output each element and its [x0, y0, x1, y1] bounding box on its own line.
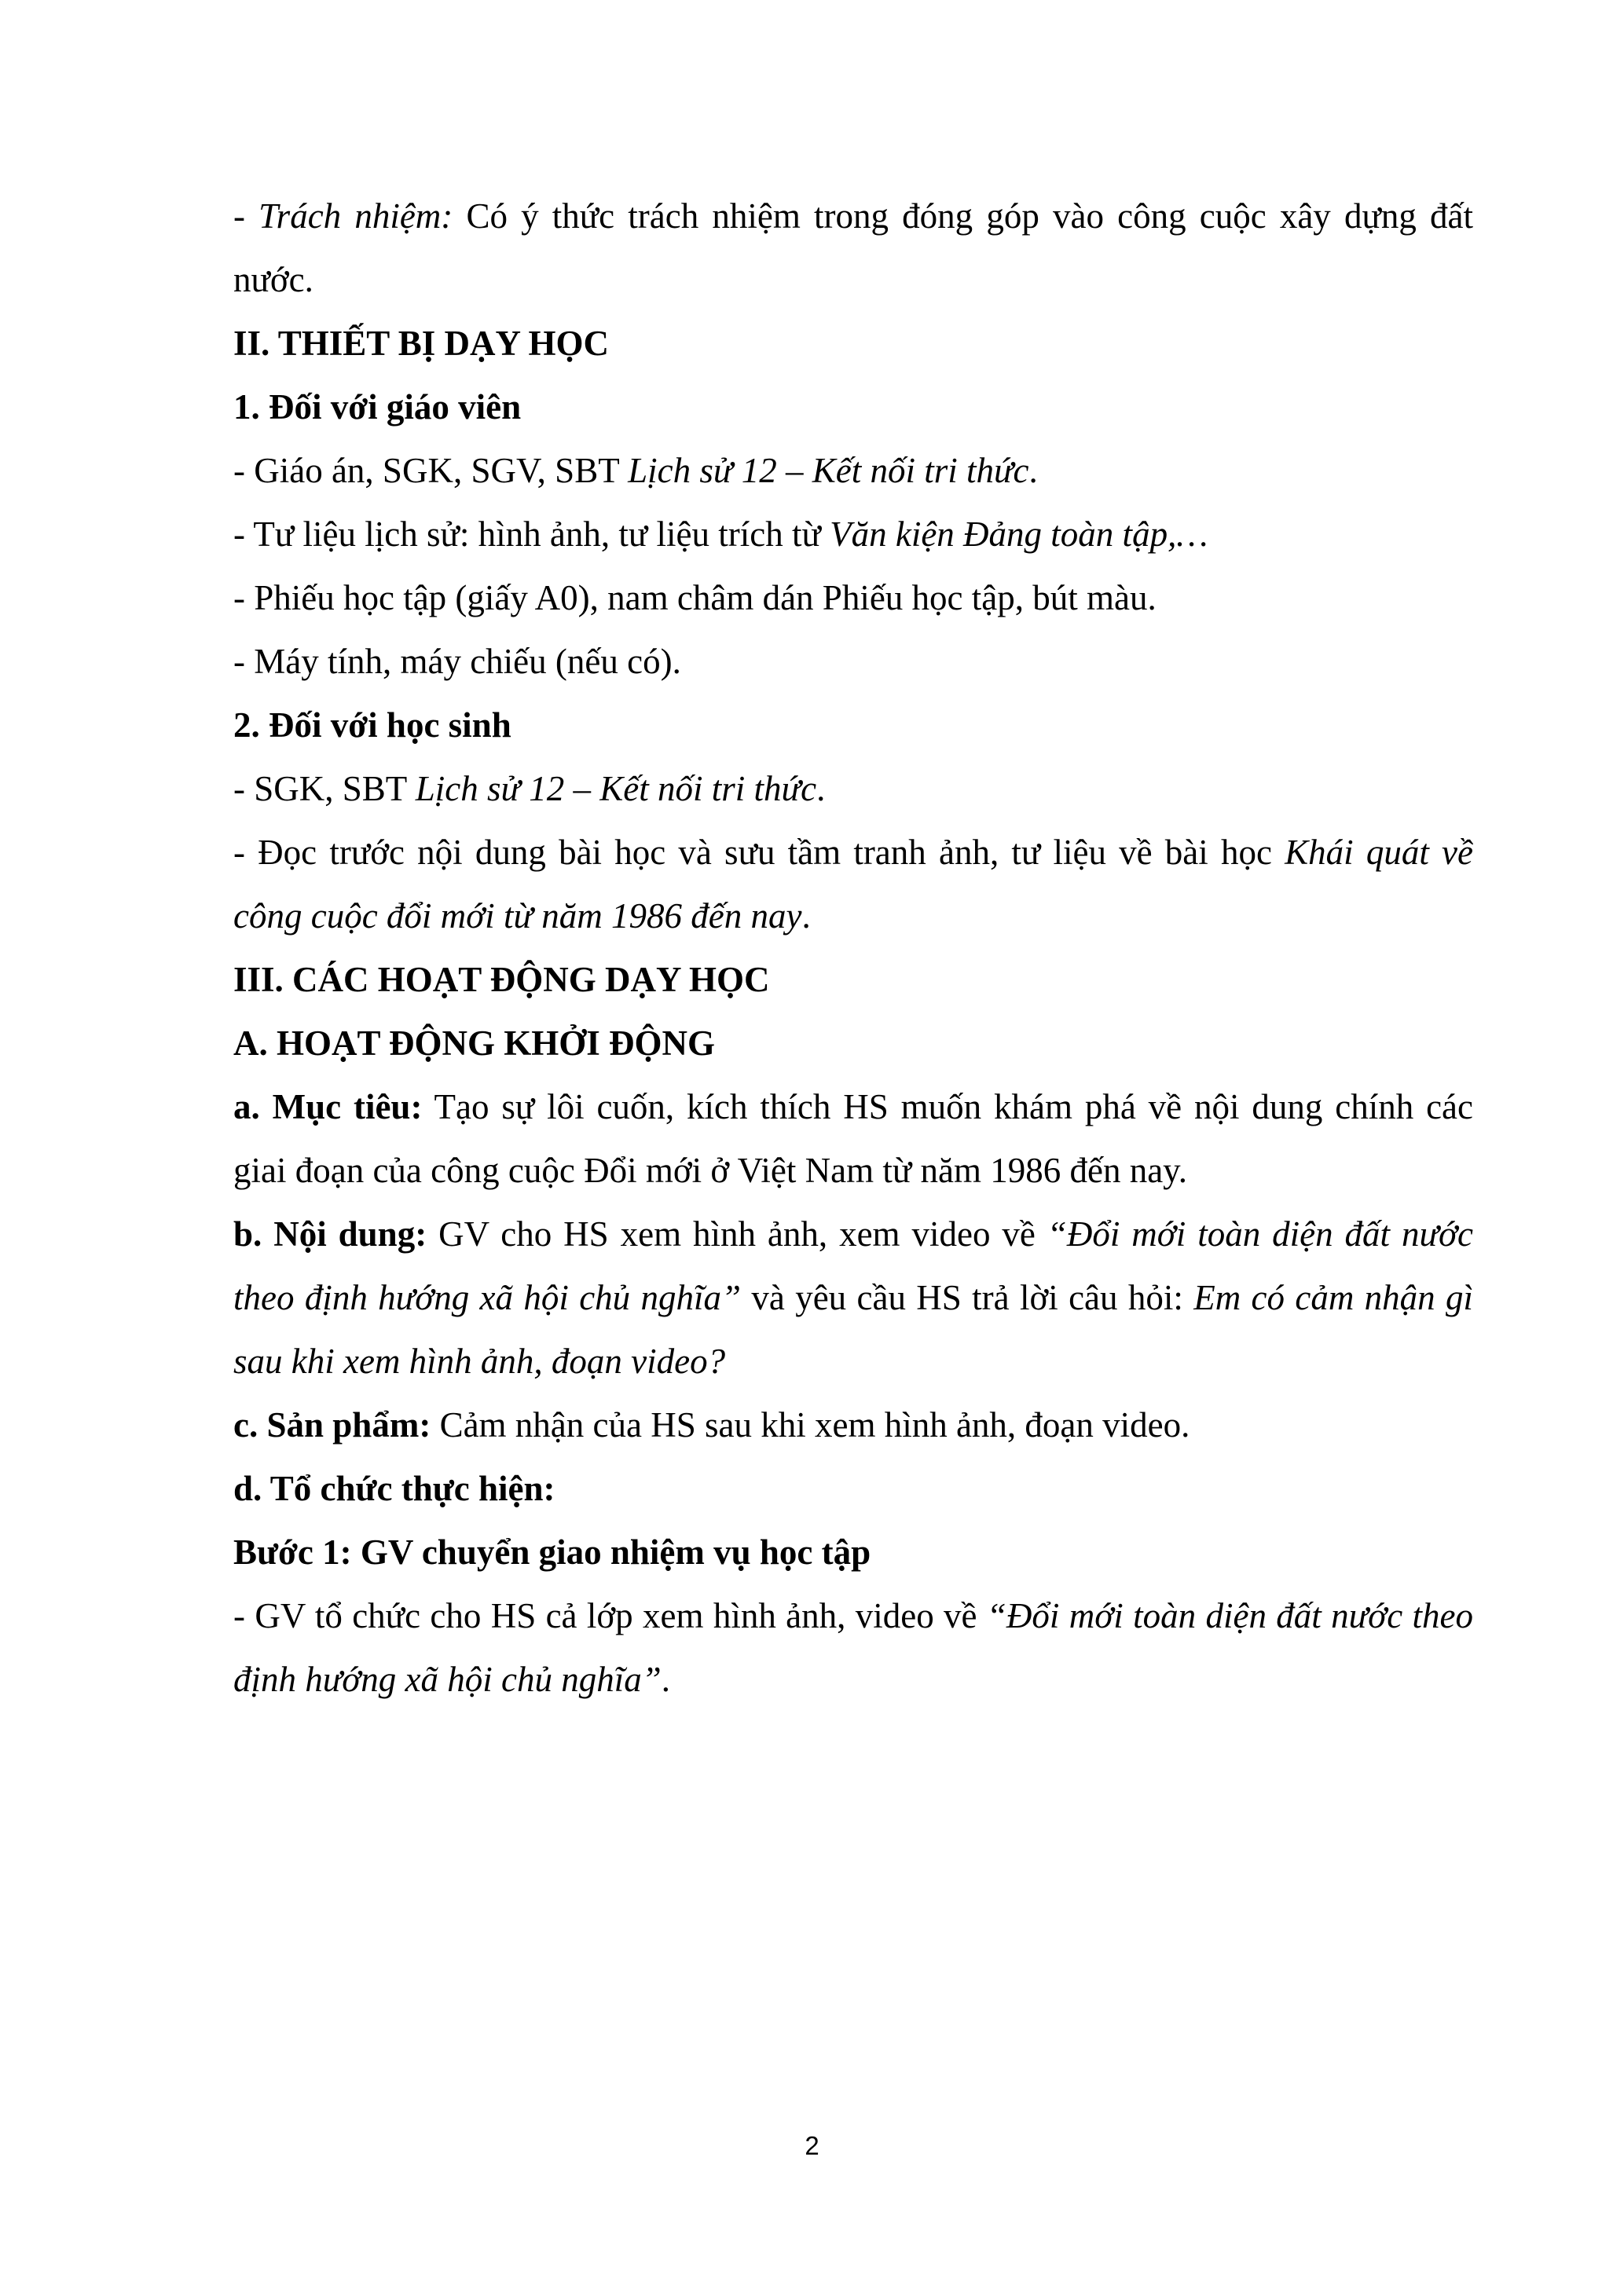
paragraph-product: c. Sản phẩm: Cảm nhận của HS sau khi xem hình ảnh, đoạn video. [233, 1405, 1190, 1445]
paragraph-content: b. Nội dung: GV cho HS xem hình ảnh, xem video về “Đổi mới toàn diện đất nước theo định hướng xã hội chủ nghĩa” và yêu cầu HS trả lời câu hỏi: Em có cảm nhận gì sau khi xem hình ảnh, đoạn video? [233, 1214, 1473, 1381]
heading-section-iii: III. CÁC HOẠT ĐỘNG DẠY HỌC [233, 960, 770, 999]
paragraph-responsibility: - Trách nhiệm: Có ý thức trách nhiệm trong đóng góp vào công cuộc xây dựng đất nước. [233, 196, 1473, 299]
heading-for-students: 2. Đối với học sinh [233, 705, 511, 745]
list-item-computer-projector: - Máy tính, máy chiếu (nếu có). [233, 642, 681, 681]
paragraph-step-1-task: - GV tổ chức cho HS cả lớp xem hình ảnh, video về “Đổi mới toàn diện đất nước theo định hướng xã hội chủ nghĩa”. [233, 1596, 1473, 1699]
list-item-pre-reading: - Đọc trước nội dung bài học và sưu tầm tranh ảnh, tư liệu về bài học Khái quát về công cuộc đổi mới từ năm 1986 đến nay. [233, 833, 1473, 936]
heading-warmup-activity: A. HOẠT ĐỘNG KHỞI ĐỘNG [233, 1023, 715, 1063]
heading-step-1: Bước 1: GV chuyển giao nhiệm vụ học tập [233, 1532, 871, 1572]
document-body [233, 185, 1473, 1712]
list-item-teacher-materials: - Giáo án, SGK, SGV, SBT Lịch sử 12 – Kết nối tri thức. [233, 451, 1038, 490]
paragraph-objective: a. Mục tiêu: Tạo sự lôi cuốn, kích thích HS muốn khám phá về nội dung chính các giai đoạn của công cuộc Đổi mới ở Việt Nam từ năm 1986 đến nay. [233, 1087, 1474, 1190]
list-item-student-materials: - SGK, SBT Lịch sử 12 – Kết nối tri thức. [233, 769, 826, 808]
heading-implementation: d. Tổ chức thực hiện: [233, 1469, 555, 1508]
italic-term: Trách nhiệm: [258, 196, 453, 236]
heading-section-ii: II. THIẾT BỊ DẠY HỌC [233, 324, 610, 363]
heading-for-teachers: 1. Đối với giáo viên [233, 387, 522, 427]
list-item-historical-sources: - Tư liệu lịch sử: hình ảnh, tư liệu trích từ Văn kiện Đảng toàn tập,… [233, 514, 1208, 554]
list-item-worksheets: - Phiếu học tập (giấy A0), nam châm dán Phiếu học tập, bút màu. [233, 578, 1157, 617]
page-number: 2 [805, 2131, 819, 2160]
